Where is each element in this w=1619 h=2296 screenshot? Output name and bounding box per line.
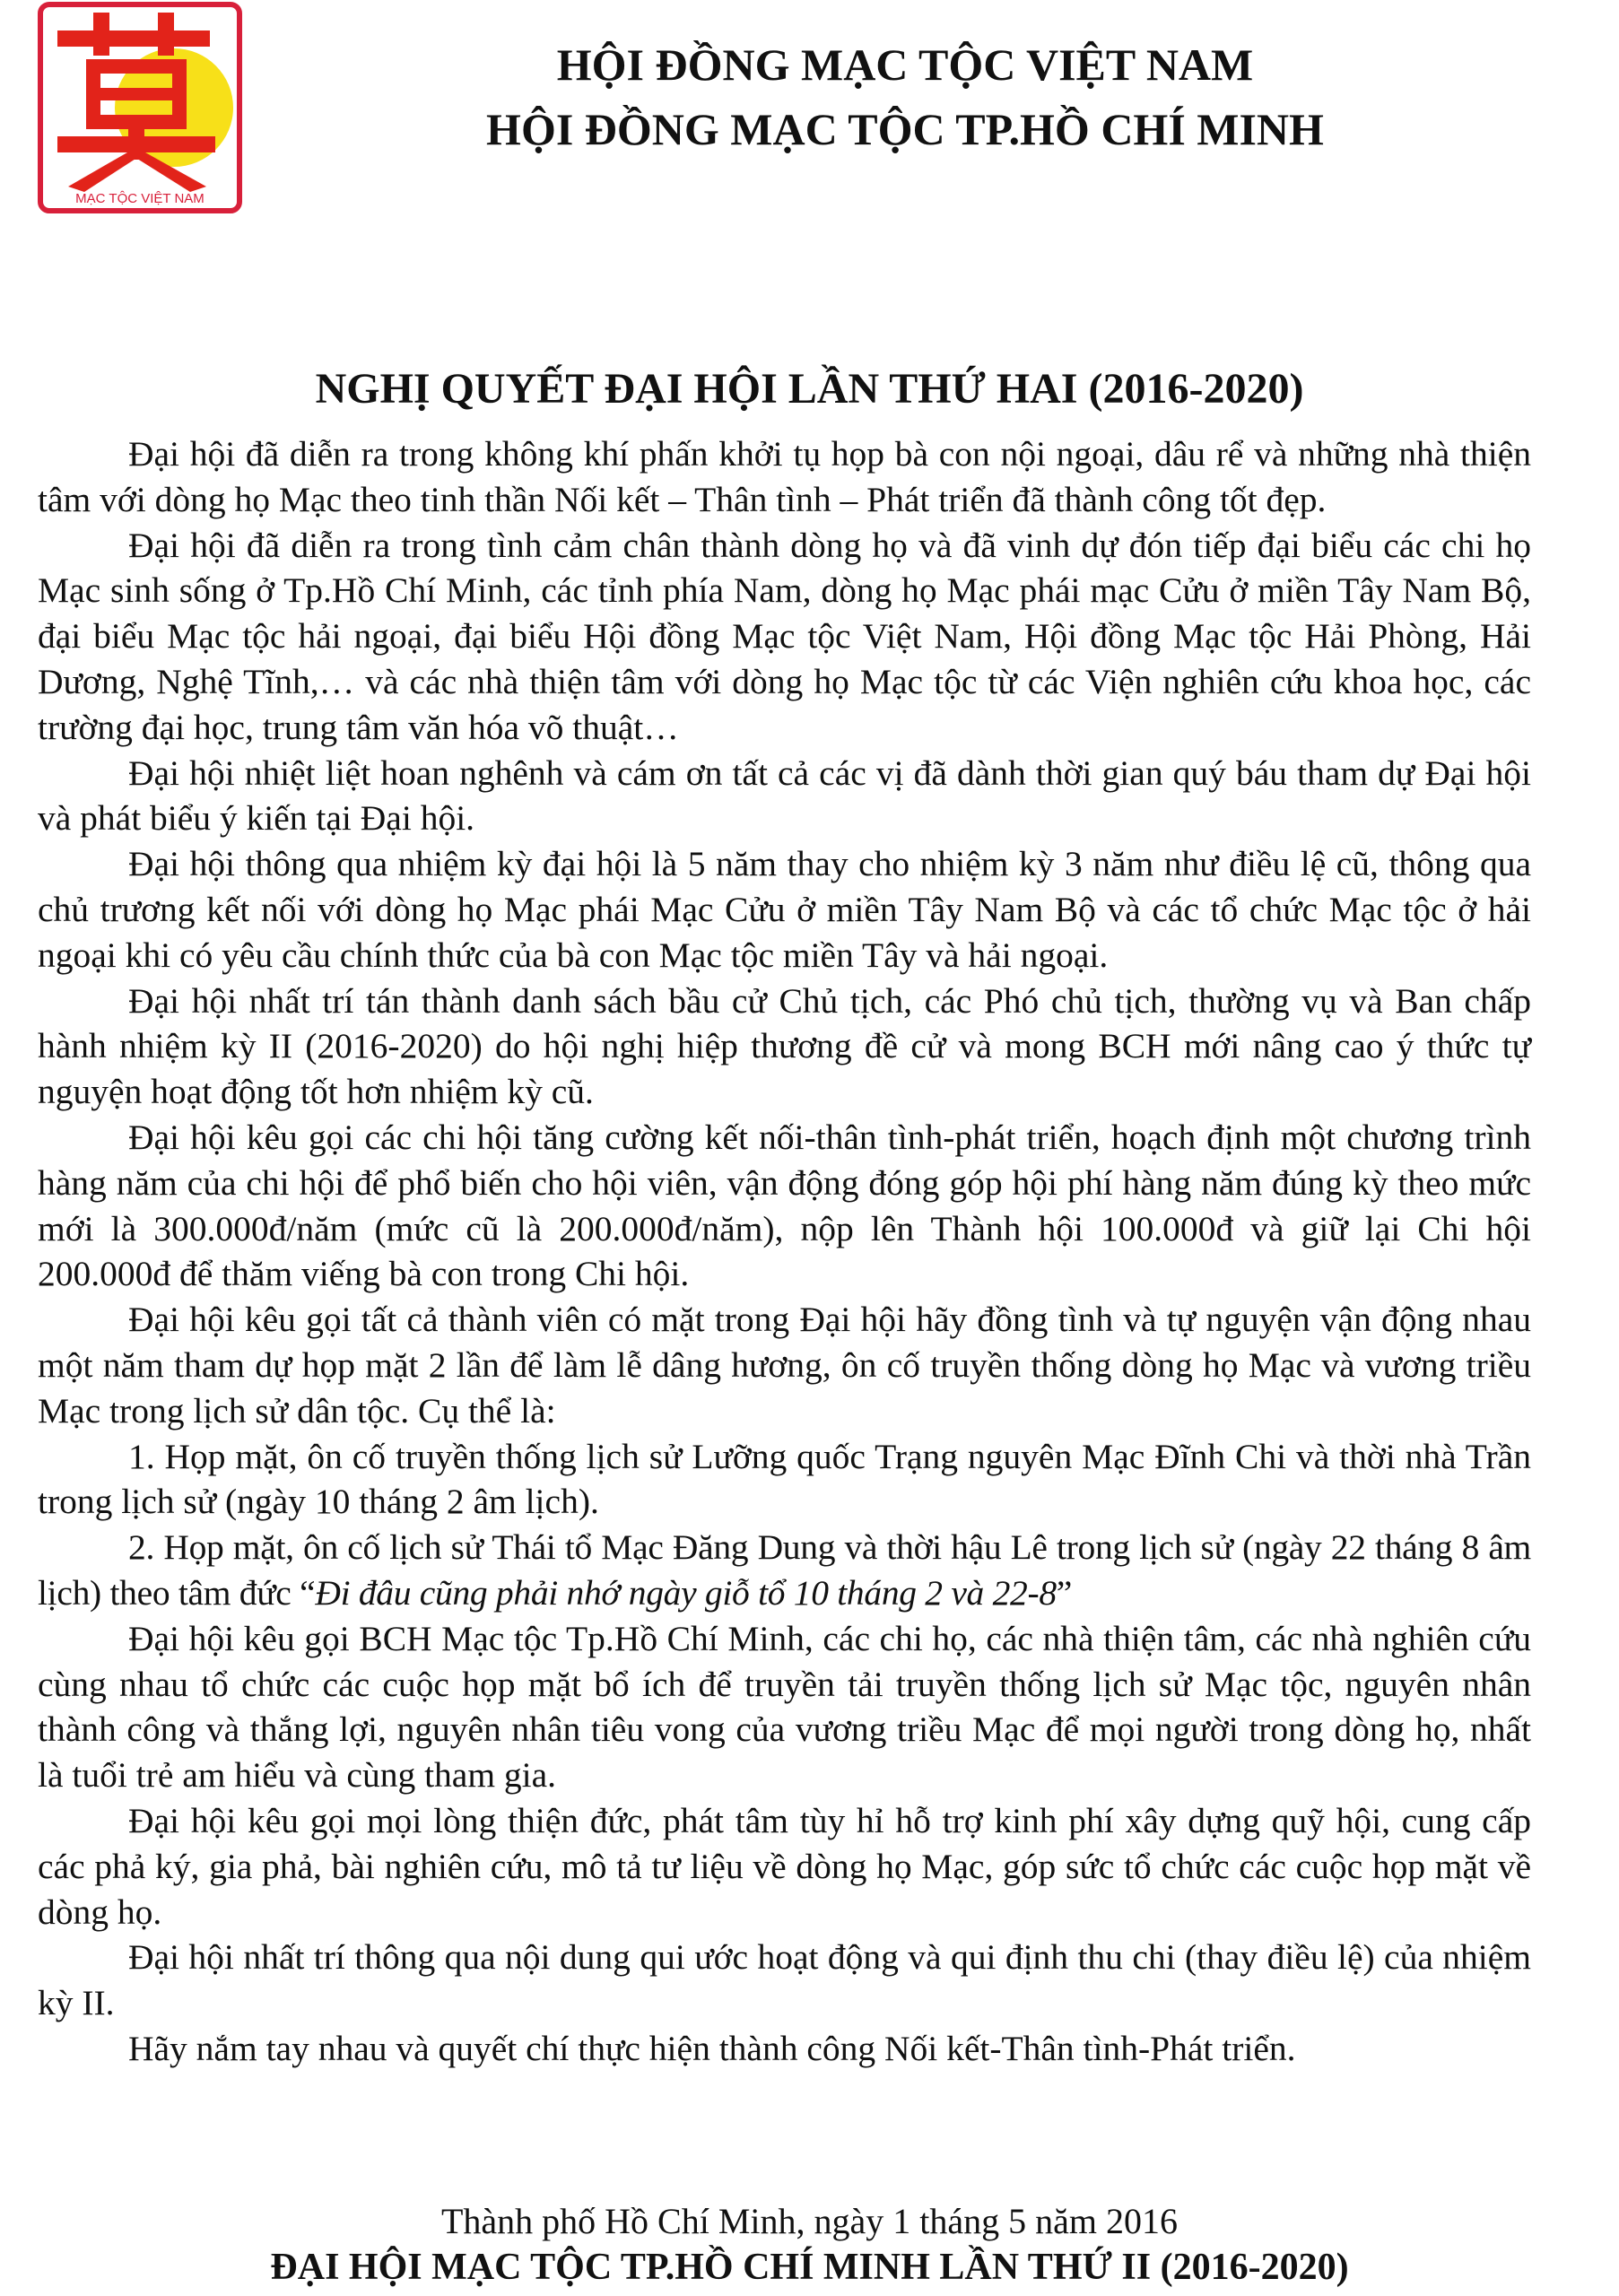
paragraph: Đại hội kêu gọi mọi lòng thiện đức, phát tâm tùy hỉ hỗ trợ kinh phí xây dựng quỹ hội, cung cấp các phả ký, gia phả, bài nghiên cứu, mô tả tư liệu về dòng họ Mạc, góp sức tổ chức các cuộc họp mặt về dòng họ. xyxy=(38,1800,1531,1932)
list-item-2-close: ” xyxy=(1056,1572,1073,1613)
paragraph: Đại hội thông qua nhiệm kỳ đại hội là 5 năm thay cho nhiệm kỳ 3 năm như điều lệ cũ, thông qua chủ trương kết nối với dòng họ Mạc phái Mạc Cửu ở miền Tây Nam Bộ và các tổ chức Mạc tộc ở hải ngoại khi có yêu cầu chính thức của bà con Mạc tộc miền Tây và hải ngoại. xyxy=(38,844,1531,975)
paragraph: Đại hội đã diễn ra trong tình cảm chân thành dòng họ và đã vinh dự đón tiếp đại biểu các chi họ Mạc sinh sống ở Tp.Hồ Chí Minh, các tỉnh phía Nam, dòng họ Mạc phái mạc Cửu ở miền Tây Nam Bộ, đại biểu Mạc tộc hải ngoại, đại biểu Hội đồng Mạc tộc Việt Nam, Hội đồng Mạc tộc Hải Phòng, Hải Dương, Nghệ Tĩnh,… và các nhà thiện tâm với dòng họ Mạc tộc từ các Viện nghiên cứu khoa học, các trường đại học, trung tâm văn hóa võ thuật… xyxy=(38,525,1531,747)
list-item-2 xyxy=(38,1525,1531,1616)
paragraph: Đại hội kêu gọi các chi hội tăng cường kết nối-thân tình-phát triển, hoạch định một chương trình hàng năm của chi hội để phổ biến cho hội viên, vận động đóng góp hội phí hàng năm đúng kỳ theo mức mới là 300.000đ/năm (mức cũ là 200.000đ/năm), nộp lên Thành hội 100.000đ và giữ lại Chi hội 200.000đ để thăm viếng bà con trong Chi hội. xyxy=(38,1117,1531,1294)
organization-name-national: HỘI ĐỒNG MẠC TỘC VIỆT NAM xyxy=(556,39,1254,90)
document-title: NGHỊ QUYẾT ĐẠI HỘI LẦN THỨ HAI (2016-2020) xyxy=(315,365,1304,413)
organization-name-city: HỘI ĐỒNG MẠC TỘC TP.HỒ CHÍ MINH xyxy=(486,104,1324,154)
paragraph: Đại hội kêu gọi tất cả thành viên có mặt trong Đại hội hãy đồng tình và tự nguyện vận động nhau một năm tham dự họp mặt 2 lần để làm lễ dâng hương, ôn cố truyền thống dòng họ Mạc và vương triều Mạc trong lịch sử dân tộc. Cụ thể là: xyxy=(38,1300,1531,1431)
paragraph: Hãy nắm tay nhau và quyết chí thực hiện thành công Nối kết-Thân tình-Phát triển. xyxy=(128,2028,1296,2068)
list-item-2-quote: Đi đâu cũng phải nhớ ngày giỗ tổ 10 tháng 2 và 22-8 xyxy=(315,1572,1057,1613)
paragraph: Đại hội nhiệt liệt hoan nghênh và cám ơn tất cả các vị đã dành thời gian quý báu tham dự Đại hội và phát biểu ý kiến tại Đại hội. xyxy=(38,752,1531,839)
list-item-1: 1. Họp mặt, ôn cố truyền thống lịch sử Lưỡng quốc Trạng nguyên Mạc Đĩnh Chi và thời nhà Trần trong lịch sử (ngày 10 tháng 2 âm lịch). xyxy=(38,1436,1531,1522)
paragraph: Đại hội đã diễn ra trong không khí phấn khởi tụ họp bà con nội ngoại, dâu rể và những nhà thiện tâm với dòng họ Mạc theo tinh thần Nối kết – Thân tình – Phát triển đã thành công tốt đẹp. xyxy=(38,434,1531,519)
paragraph: Đại hội nhất trí thông qua nội dung qui ước hoạt động và qui định thu chi (thay điều lệ) của nhiệm kỳ II. xyxy=(38,1937,1531,2023)
logo-caption: MẠC TỘC VIỆT NAM xyxy=(75,191,205,206)
list-item-2-text: 2. Họp mặt, ôn cố lịch sử Thái tổ Mạc Đăng Dung và thời hậu Lê trong lịch sử (ngày 22 tháng 8 âm lịch) theo tâm đức “ xyxy=(38,1527,1531,1613)
paragraph: Đại hội nhất trí tán thành danh sách bầu cử Chủ tịch, các Phó chủ tịch, thường vụ và Ban chấp hành nhiệm kỳ II (2016-2020) do hội nghị hiệp thương đề cử và mong BCH mới nâng cao ý thức tự nguyện hoạt động tốt hơn nhiệm kỳ cũ. xyxy=(38,980,1531,1112)
paragraph: Đại hội kêu gọi BCH Mạc tộc Tp.Hồ Chí Minh, các chi họ, các nhà thiện tâm, các nhà nghiên cứu cùng nhau tổ chức các cuộc họp mặt bổ ích để truyền tải truyền thống lịch sử Mạc tộc, nguyên nhân thành công và thắng lợi, nguyên nhân tiêu vong của vương triều Mạc để mọi người trong dòng họ, nhất là tuổi trẻ am hiểu và cùng tham gia. xyxy=(38,1618,1531,1796)
place-date: Thành phố Hồ Chí Minh, ngày 1 tháng 5 năm 2016 xyxy=(440,2201,1179,2241)
resolution-body xyxy=(38,431,1531,2072)
signature-line: ĐẠI HỘI MẠC TỘC TP.HỒ CHÍ MINH LẦN THỨ II (2016-2020) xyxy=(270,2247,1349,2288)
